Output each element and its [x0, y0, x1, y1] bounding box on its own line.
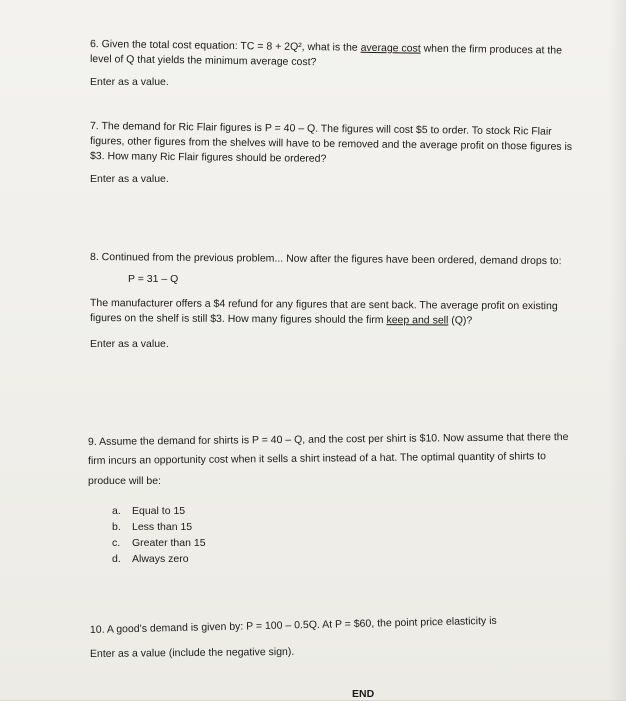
q8-line3 [90, 312, 472, 328]
option-letter: c. [112, 537, 121, 549]
q10-answer-instruction: Enter as a value (include the negative sign). [89, 645, 295, 660]
option-letter: a. [112, 505, 121, 517]
q9-line1: 9. Assume the demand for shirts is P = 40 – Q, and the cost per shirt is $10. Now assume that there the [87, 430, 569, 448]
q7-line1: 7. The demand for Ric Flair figures is P = 40 – Q. The figures will cost $5 to order. To stock Ric Flair [89, 120, 552, 138]
q10-line1: 10. A good’s demand is given by: P = 100 – 0.5Q. At P = $60, the point price elasticity is [89, 614, 497, 636]
page-edge-shadow [608, 0, 626, 700]
option-letter: d. [112, 553, 121, 565]
q8-keep-and-sell-term: keep and sell [386, 314, 449, 327]
q6-average-cost-term: average cost [360, 41, 421, 55]
q9-option-a [112, 505, 185, 518]
q7-answer-instruction: Enter as a value. [90, 173, 169, 185]
q8-demand-equation: P = 31 – Q [128, 273, 179, 285]
q6-answer-instruction: Enter as a value. [90, 76, 169, 88]
option-letter: b. [112, 521, 121, 533]
q9-line3: produce will be: [88, 475, 161, 487]
q7-line2: figures, other figures from the shelves will have to be removed and the average profit on those figures is [89, 135, 573, 153]
option-text: Equal to 15 [132, 505, 186, 517]
q6-line2: level of Q that yields the minimum average cost? [89, 53, 317, 69]
q6-line1-text: 6. Given the total cost equation: TC = 8 + 2Q², what is the [89, 38, 361, 54]
q8-answer-instruction: Enter as a value. [90, 338, 169, 350]
option-text: Greater than 15 [132, 537, 206, 549]
option-text: Less than 15 [132, 521, 193, 533]
q8-line3-tail: (Q)? [448, 314, 473, 327]
q9-line2: firm incurs an opportunity cost when it sells a shirt instead of a hat. The optimal quantity of shirts to [87, 450, 546, 467]
q8-line1: 8. Continued from the previous problem... Now after the figures have been ordered, demand drops to: [89, 251, 562, 268]
end-label: END [352, 688, 375, 700]
q9-option-b [112, 521, 192, 534]
q7-line3: $3. How many Ric Flair figures should be ordered? [89, 150, 327, 165]
q8-line2: The manufacturer offers a $4 refund for any figures that are sent back. The average profit on existing [89, 297, 558, 313]
q9-option-d [112, 553, 189, 566]
q8-line3-text: figures on the shelf is still $3. How many figures should the firm [89, 312, 387, 327]
q6-line1-tail: when the firm produces at the [420, 42, 563, 57]
q9-option-c [112, 537, 206, 550]
option-text: Always zero [132, 553, 189, 565]
